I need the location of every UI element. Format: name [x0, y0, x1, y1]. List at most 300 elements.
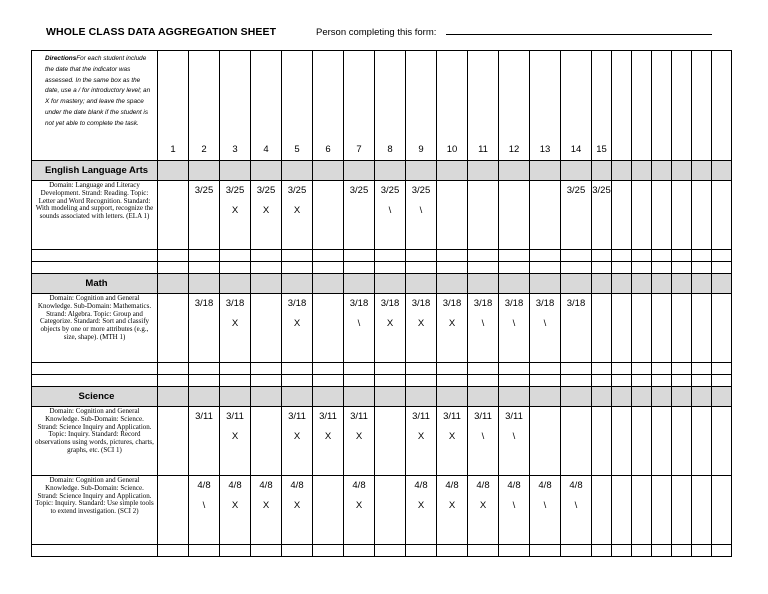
- empty-cell[interactable]: [499, 250, 530, 262]
- assessment-cell[interactable]: [375, 476, 406, 545]
- assessment-mark: X: [479, 500, 487, 511]
- assessment-cell[interactable]: [282, 294, 313, 363]
- assessment-cell[interactable]: [158, 294, 189, 363]
- assessment-cell[interactable]: [437, 181, 468, 250]
- assessment-cell[interactable]: [251, 407, 282, 476]
- assessment-cell[interactable]: [251, 181, 282, 250]
- empty-cell[interactable]: [652, 375, 672, 387]
- empty-cell[interactable]: [344, 545, 375, 557]
- empty-cell[interactable]: [612, 363, 632, 375]
- empty-cell[interactable]: [282, 363, 313, 375]
- student-number: 10: [446, 144, 458, 155]
- assessment-mark: \: [512, 318, 516, 329]
- empty-cell[interactable]: [437, 363, 468, 375]
- assessment-cell[interactable]: [632, 294, 652, 363]
- empty-cell[interactable]: [220, 545, 251, 557]
- assessment-cell[interactable]: [468, 181, 499, 250]
- assessment-cell[interactable]: [344, 181, 375, 250]
- assessment-date: 3/25: [349, 185, 369, 196]
- empty-cell[interactable]: [692, 363, 712, 375]
- assessment-mark: X: [355, 500, 363, 511]
- empty-cell[interactable]: [592, 363, 612, 375]
- assessment-cell[interactable]: [672, 407, 692, 476]
- empty-cell[interactable]: [32, 545, 158, 557]
- assessment-date: 4/8: [414, 480, 428, 491]
- assessment-date: 4/8: [507, 480, 521, 491]
- assessment-cell[interactable]: [632, 476, 652, 545]
- empty-cell[interactable]: [712, 262, 732, 274]
- empty-cell[interactable]: [712, 363, 732, 375]
- assessment-cell[interactable]: [313, 181, 344, 250]
- empty-cell[interactable]: [158, 545, 189, 557]
- section-cell: [251, 387, 282, 407]
- assessment-cell[interactable]: [612, 181, 632, 250]
- assessment-mark: X: [231, 205, 239, 216]
- empty-cell[interactable]: [158, 250, 189, 262]
- empty-cell[interactable]: [189, 250, 220, 262]
- empty-cell[interactable]: [406, 363, 437, 375]
- empty-cell[interactable]: [499, 375, 530, 387]
- assessment-cell[interactable]: [561, 294, 592, 363]
- assessment-cell[interactable]: [692, 294, 712, 363]
- assessment-cell[interactable]: [313, 476, 344, 545]
- assessment-date: 3/18: [535, 298, 555, 309]
- empty-cell[interactable]: [251, 375, 282, 387]
- assessment-cell[interactable]: [406, 476, 437, 545]
- student-number: 2: [201, 144, 207, 155]
- assessment-cell[interactable]: [592, 294, 612, 363]
- empty-cell[interactable]: [158, 375, 189, 387]
- empty-cell[interactable]: [189, 262, 220, 274]
- empty-cell[interactable]: [251, 363, 282, 375]
- empty-cell[interactable]: [592, 545, 612, 557]
- assessment-cell[interactable]: [220, 407, 251, 476]
- student-number: 9: [418, 144, 424, 155]
- empty-cell[interactable]: [406, 545, 437, 557]
- empty-cell[interactable]: [344, 262, 375, 274]
- empty-cell[interactable]: [313, 545, 344, 557]
- assessment-mark: [189, 422, 219, 432]
- assessment-mark: [632, 186, 651, 196]
- section-cell: [632, 161, 652, 181]
- assessment-mark: [612, 412, 631, 422]
- empty-row: [32, 262, 732, 274]
- assessment-cell[interactable]: [692, 476, 712, 545]
- assessment-date: 3/11: [350, 411, 368, 422]
- assessment-date: 4/8: [290, 480, 304, 491]
- student-number: 5: [294, 144, 300, 155]
- assessment-date: 3/25: [256, 185, 276, 196]
- empty-cell[interactable]: [612, 375, 632, 387]
- assessment-cell[interactable]: [437, 407, 468, 476]
- assessment-date: 3/18: [349, 298, 369, 309]
- assessment-cell[interactable]: [406, 407, 437, 476]
- assessment-cell[interactable]: [220, 476, 251, 545]
- section-cell: [499, 387, 530, 407]
- empty-cell[interactable]: [672, 375, 692, 387]
- empty-row: [32, 375, 732, 387]
- empty-cell[interactable]: [313, 250, 344, 262]
- empty-cell[interactable]: [282, 250, 313, 262]
- empty-cell[interactable]: [561, 262, 592, 274]
- assessment-cell[interactable]: [499, 294, 530, 363]
- assessment-cell[interactable]: [499, 407, 530, 476]
- empty-cell[interactable]: [530, 545, 561, 557]
- assessment-cell[interactable]: [712, 476, 732, 545]
- section-cell: [712, 274, 732, 294]
- empty-cell[interactable]: [406, 250, 437, 262]
- student-column-header: [406, 51, 437, 161]
- empty-cell[interactable]: [220, 363, 251, 375]
- assessment-cell[interactable]: [437, 294, 468, 363]
- section-cell: [561, 161, 592, 181]
- assessment-mark: [313, 299, 343, 309]
- empty-cell[interactable]: [561, 363, 592, 375]
- assessment-date: 3/18: [411, 298, 431, 309]
- assessment-date: 4/8: [538, 480, 552, 491]
- empty-cell[interactable]: [375, 262, 406, 274]
- student-column-header: [251, 51, 282, 161]
- assessment-date: 3/11: [505, 411, 523, 422]
- assessment-cell[interactable]: [712, 407, 732, 476]
- assessment-mark: [561, 412, 591, 422]
- assessment-cell[interactable]: [189, 181, 220, 250]
- assessment-cell[interactable]: [375, 407, 406, 476]
- assessment-date: 3/11: [226, 411, 244, 422]
- empty-cell[interactable]: [652, 262, 672, 274]
- empty-cell[interactable]: [437, 262, 468, 274]
- section-cell: [375, 274, 406, 294]
- assessment-cell[interactable]: [712, 294, 732, 363]
- student-number: [652, 155, 671, 160]
- empty-cell[interactable]: [437, 250, 468, 262]
- assessment-cell[interactable]: [344, 407, 375, 476]
- assessment-cell[interactable]: [375, 294, 406, 363]
- empty-cell[interactable]: [468, 262, 499, 274]
- assessment-cell[interactable]: [220, 294, 251, 363]
- empty-cell[interactable]: [612, 545, 632, 557]
- assessment-cell[interactable]: [561, 407, 592, 476]
- empty-cell[interactable]: [282, 545, 313, 557]
- assessment-mark: [158, 412, 188, 422]
- person-completing-line[interactable]: [446, 34, 712, 35]
- assessment-date: 3/11: [412, 411, 430, 422]
- empty-cell[interactable]: [220, 262, 251, 274]
- assessment-cell[interactable]: [158, 476, 189, 545]
- section-cell: [189, 274, 220, 294]
- empty-cell[interactable]: [313, 262, 344, 274]
- assessment-mark: X: [355, 431, 363, 442]
- empty-cell[interactable]: [344, 375, 375, 387]
- empty-cell[interactable]: [189, 363, 220, 375]
- assessment-cell[interactable]: [406, 294, 437, 363]
- student-column-header: [632, 51, 652, 161]
- student-column-header: [437, 51, 468, 161]
- assessment-mark: [632, 299, 651, 309]
- assessment-cell[interactable]: [632, 181, 652, 250]
- assessment-cell[interactable]: [158, 407, 189, 476]
- assessment-cell[interactable]: [672, 476, 692, 545]
- assessment-cell[interactable]: [189, 476, 220, 545]
- standard-row: [32, 476, 732, 545]
- empty-cell[interactable]: [530, 375, 561, 387]
- section-cell: [632, 387, 652, 407]
- assessment-cell[interactable]: [437, 476, 468, 545]
- section-cell: [612, 387, 632, 407]
- empty-cell[interactable]: [632, 262, 652, 274]
- student-number: 12: [508, 144, 520, 155]
- empty-cell[interactable]: [530, 250, 561, 262]
- section-cell: [468, 274, 499, 294]
- assessment-cell[interactable]: [344, 294, 375, 363]
- section-cell: [672, 387, 692, 407]
- student-column-header: [158, 51, 189, 161]
- assessment-mark: [530, 186, 560, 196]
- assessment-cell[interactable]: [592, 181, 612, 250]
- empty-cell[interactable]: [344, 250, 375, 262]
- empty-cell[interactable]: [468, 363, 499, 375]
- standard-row: [32, 181, 732, 250]
- assessment-mark: X: [293, 205, 301, 216]
- empty-cell[interactable]: [32, 375, 158, 387]
- assessment-cell[interactable]: [672, 181, 692, 250]
- empty-cell[interactable]: [189, 375, 220, 387]
- empty-cell[interactable]: [561, 375, 592, 387]
- assessment-cell[interactable]: [251, 476, 282, 545]
- assessment-cell[interactable]: [692, 407, 712, 476]
- assessment-cell[interactable]: [561, 476, 592, 545]
- assessment-date: 4/8: [228, 480, 242, 491]
- empty-cell[interactable]: [652, 250, 672, 262]
- empty-cell[interactable]: [282, 375, 313, 387]
- assessment-date: 3/18: [380, 298, 400, 309]
- empty-cell[interactable]: [282, 262, 313, 274]
- student-number: 6: [325, 144, 331, 155]
- empty-cell[interactable]: [561, 545, 592, 557]
- section-header-row: [32, 274, 732, 294]
- assessment-cell[interactable]: [561, 181, 592, 250]
- assessment-cell[interactable]: [652, 181, 672, 250]
- assessment-cell[interactable]: [189, 294, 220, 363]
- assessment-cell[interactable]: [712, 181, 732, 250]
- empty-cell[interactable]: [158, 262, 189, 274]
- empty-cell[interactable]: [220, 250, 251, 262]
- empty-cell[interactable]: [406, 375, 437, 387]
- assessment-cell[interactable]: [406, 181, 437, 250]
- assessment-date: 3/18: [287, 298, 307, 309]
- empty-cell[interactable]: [189, 545, 220, 557]
- assessment-cell[interactable]: [652, 407, 672, 476]
- assessment-mark: [632, 412, 651, 422]
- assessment-mark: [437, 186, 467, 196]
- empty-cell[interactable]: [592, 250, 612, 262]
- empty-cell[interactable]: [251, 545, 282, 557]
- empty-cell[interactable]: [220, 375, 251, 387]
- section-cell: [530, 274, 561, 294]
- assessment-cell[interactable]: [672, 294, 692, 363]
- assessment-date: 4/8: [352, 480, 366, 491]
- empty-cell[interactable]: [251, 250, 282, 262]
- assessment-mark: [692, 186, 711, 196]
- assessment-cell[interactable]: [652, 294, 672, 363]
- assessment-cell[interactable]: [530, 476, 561, 545]
- assessment-cell[interactable]: [313, 294, 344, 363]
- student-number: 11: [478, 144, 488, 155]
- assessment-mark: X: [324, 431, 332, 442]
- empty-cell[interactable]: [313, 363, 344, 375]
- assessment-mark: X: [231, 500, 239, 511]
- assessment-cell[interactable]: [468, 407, 499, 476]
- empty-cell[interactable]: [468, 250, 499, 262]
- assessment-cell[interactable]: [692, 181, 712, 250]
- empty-cell[interactable]: [612, 250, 632, 262]
- empty-cell[interactable]: [672, 250, 692, 262]
- empty-cell[interactable]: [692, 545, 712, 557]
- empty-cell[interactable]: [692, 375, 712, 387]
- assessment-mark: \: [481, 431, 485, 442]
- assessment-mark: [592, 481, 611, 491]
- empty-cell[interactable]: [251, 262, 282, 274]
- standard-description: Domain: Cognition and General Knowledge. Sub-Domain: Mathematics. Strand: Algebra. Topic: Group and Categorize. Standard: Sort and classify objects by one or more attributes (e.g., size, shape). (MTH 1): [32, 294, 158, 363]
- empty-cell[interactable]: [375, 363, 406, 375]
- empty-cell[interactable]: [712, 545, 732, 557]
- assessment-date: 4/8: [569, 480, 583, 491]
- section-cell: [251, 161, 282, 181]
- assessment-mark: \: [512, 431, 516, 442]
- assessment-cell[interactable]: [282, 476, 313, 545]
- assessment-cell[interactable]: [499, 476, 530, 545]
- assessment-cell[interactable]: [499, 181, 530, 250]
- empty-cell[interactable]: [406, 262, 437, 274]
- empty-cell[interactable]: [692, 262, 712, 274]
- empty-cell[interactable]: [632, 250, 652, 262]
- empty-cell[interactable]: [672, 363, 692, 375]
- empty-cell[interactable]: [437, 375, 468, 387]
- empty-cell[interactable]: [313, 375, 344, 387]
- assessment-cell[interactable]: [468, 476, 499, 545]
- assessment-cell[interactable]: [592, 476, 612, 545]
- assessment-cell[interactable]: [652, 476, 672, 545]
- assessment-mark: X: [231, 431, 239, 442]
- empty-cell[interactable]: [32, 363, 158, 375]
- assessment-mark: [612, 186, 631, 196]
- assessment-cell[interactable]: [530, 407, 561, 476]
- empty-cell[interactable]: [632, 545, 652, 557]
- section-cell: [632, 274, 652, 294]
- assessment-mark: [530, 412, 560, 422]
- empty-cell[interactable]: [499, 262, 530, 274]
- empty-cell[interactable]: [712, 375, 732, 387]
- assessment-date: 3/18: [473, 298, 493, 309]
- section-cell: [406, 387, 437, 407]
- assessment-mark: [313, 481, 343, 491]
- empty-cell[interactable]: [32, 262, 158, 274]
- empty-cell[interactable]: [468, 375, 499, 387]
- assessment-date: 3/11: [443, 411, 461, 422]
- standard-description: Domain: Cognition and General Knowledge. Sub-Domain: Science. Strand: Science Inquiry and Application. Topic: Inquiry. Standard: Use simple tools to extend investigation. (SCI 2): [32, 476, 158, 545]
- empty-cell[interactable]: [672, 262, 692, 274]
- assessment-mark: \: [202, 500, 206, 511]
- section-header-row: [32, 161, 732, 181]
- empty-cell[interactable]: [612, 262, 632, 274]
- empty-cell[interactable]: [672, 545, 692, 557]
- assessment-cell[interactable]: [313, 407, 344, 476]
- assessment-cell[interactable]: [468, 294, 499, 363]
- empty-cell[interactable]: [652, 545, 672, 557]
- assessment-cell[interactable]: [530, 181, 561, 250]
- assessment-cell[interactable]: [344, 476, 375, 545]
- assessment-mark: X: [293, 431, 301, 442]
- assessment-cell[interactable]: [612, 407, 632, 476]
- assessment-mark: X: [448, 500, 456, 511]
- empty-cell[interactable]: [632, 375, 652, 387]
- assessment-cell[interactable]: [220, 181, 251, 250]
- empty-cell[interactable]: [692, 250, 712, 262]
- assessment-cell[interactable]: [530, 294, 561, 363]
- empty-cell[interactable]: [592, 262, 612, 274]
- section-cell: [158, 161, 189, 181]
- section-title: Math: [32, 274, 158, 294]
- assessment-mark: [375, 412, 405, 422]
- assessment-cell[interactable]: [189, 407, 220, 476]
- assessment-cell[interactable]: [282, 407, 313, 476]
- assessment-cell[interactable]: [612, 476, 632, 545]
- empty-cell[interactable]: [437, 545, 468, 557]
- section-cell: [612, 274, 632, 294]
- empty-cell[interactable]: [561, 250, 592, 262]
- empty-cell[interactable]: [632, 363, 652, 375]
- assessment-mark: X: [417, 318, 425, 329]
- student-number: 15: [596, 144, 607, 155]
- section-cell: [712, 387, 732, 407]
- assessment-date: 4/8: [197, 480, 211, 491]
- assessment-cell[interactable]: [375, 181, 406, 250]
- assessment-cell[interactable]: [282, 181, 313, 250]
- assessment-cell[interactable]: [251, 294, 282, 363]
- assessment-cell[interactable]: [592, 407, 612, 476]
- empty-cell[interactable]: [375, 375, 406, 387]
- section-cell: [282, 274, 313, 294]
- empty-cell[interactable]: [530, 363, 561, 375]
- empty-cell[interactable]: [158, 363, 189, 375]
- assessment-cell[interactable]: [632, 407, 652, 476]
- student-number: 4: [263, 144, 269, 155]
- empty-cell[interactable]: [375, 250, 406, 262]
- empty-cell[interactable]: [468, 545, 499, 557]
- empty-cell[interactable]: [375, 545, 406, 557]
- student-number: [692, 155, 711, 160]
- assessment-date: 3/11: [288, 411, 306, 422]
- assessment-cell[interactable]: [612, 294, 632, 363]
- student-number: 13: [539, 144, 551, 155]
- section-cell: [672, 274, 692, 294]
- empty-cell[interactable]: [499, 545, 530, 557]
- empty-cell[interactable]: [499, 363, 530, 375]
- empty-cell[interactable]: [32, 250, 158, 262]
- assessment-date: 3/18: [442, 298, 462, 309]
- empty-cell[interactable]: [592, 375, 612, 387]
- empty-cell[interactable]: [712, 250, 732, 262]
- assessment-cell[interactable]: [158, 181, 189, 250]
- empty-cell[interactable]: [344, 363, 375, 375]
- section-cell: [344, 274, 375, 294]
- student-column-header: [282, 51, 313, 161]
- assessment-mark: [652, 412, 671, 422]
- section-cell: [158, 387, 189, 407]
- assessment-date: 3/11: [319, 411, 337, 422]
- empty-cell[interactable]: [652, 363, 672, 375]
- empty-cell[interactable]: [530, 262, 561, 274]
